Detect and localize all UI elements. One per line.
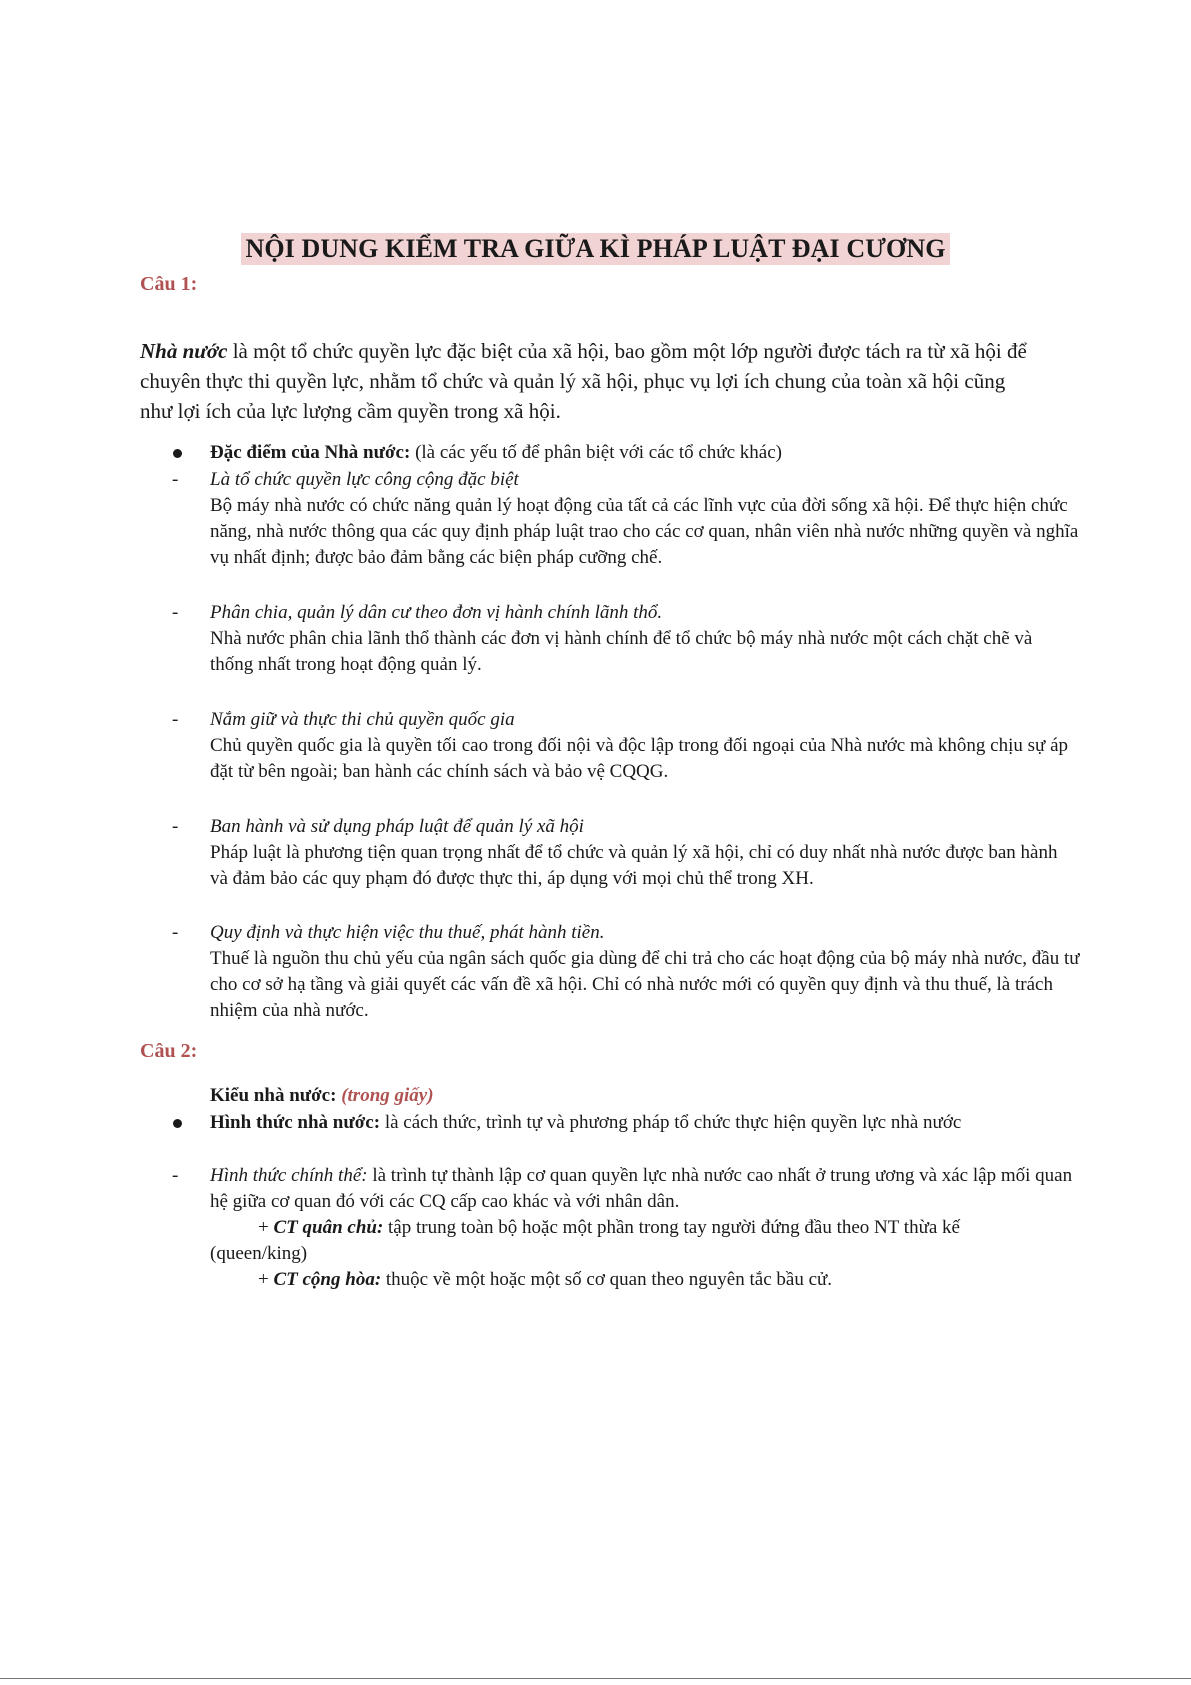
dash-marker: - — [172, 602, 179, 623]
features-note: (là các yếu tố để phân biệt với các tổ chức khác) — [410, 442, 782, 463]
bullet-icon — [173, 1119, 182, 1128]
monarchy-prefix: + — [258, 1217, 274, 1238]
feature-item — [140, 600, 1080, 678]
intro-paragraph — [140, 336, 1040, 426]
features-label: Đặc điểm của Nhà nước: — [210, 442, 411, 463]
feature-body: Nhà nước phân chia lãnh thổ thành các đơn vị hành chính để tổ chức bộ máy nhà nước một cách chặt chẽ và thống nhất trong hoạt động quản lý. — [210, 628, 1033, 675]
dash-marker: - — [172, 922, 179, 943]
page-title: NỘI DUNG KIỂM TRA GIỮA KÌ PHÁP LUẬT ĐẠI CƯƠNG — [241, 233, 949, 265]
feature-item — [140, 707, 1080, 785]
question-2-label: Câu 2: — [140, 1040, 198, 1062]
features-bullet — [140, 440, 1080, 466]
feature-item — [140, 814, 1080, 892]
monarchy-text: tập trung toàn bộ hoặc một phần trong tay người đứng đầu theo NT thừa kế — [383, 1217, 960, 1238]
feature-body: Thuế là nguồn thu chủ yếu của ngân sách quốc gia dùng để chi trả cho các hoạt động của bộ máy nhà nước, đầu tư cho cơ sở hạ tầng và giải quyết các vấn đề xã hội. Chỉ có nhà nước mới có quyền quy định và thu thuế, là trách nhiệm của nhà nước. — [210, 948, 1080, 1021]
feature-heading: Phân chia, quản lý dân cư theo đơn vị hành chính lãnh thổ. — [210, 602, 663, 623]
dash-marker: - — [172, 469, 179, 490]
monarchy-line — [210, 1215, 1080, 1241]
government-form-text: là trình tự thành lập cơ quan quyền lực nhà nước cao nhất ở trung ương và xác lập mối quan hệ giữa cơ quan đó với các CQ cấp cao khác và với nhân dân. — [210, 1165, 1073, 1212]
bullet-icon — [173, 449, 182, 458]
monarchy-continuation: (queen/king) — [210, 1243, 308, 1264]
feature-body: Bộ máy nhà nước có chức năng quản lý hoạt động của tất cả các lĩnh vực của đời sống xã hội. Để thực hiện chức năng, nhà nước thông qua các quy định pháp luật trao cho các cơ quan, nhân viên nhà nước những quyền và nghĩa vụ nhất định; được bảo đảm bằng các biện pháp cưỡng chế. — [210, 495, 1079, 568]
dash-marker: - — [172, 709, 179, 730]
feature-item — [140, 467, 1080, 571]
question-1-label: Câu 1: — [140, 273, 198, 295]
feature-body: Chủ quyền quốc gia là quyền tối cao trong đối nội và độc lập trong đối ngoại của Nhà nước mà không chịu sự áp đặt từ bên ngoài; ban hành các chính sách và bảo vệ CQQG. — [210, 735, 1069, 782]
title-container — [0, 233, 1191, 265]
state-type-label: Kiểu nhà nước: — [210, 1085, 337, 1106]
state-form-text: là cách thức, trình tự và phương pháp tổ chức thực hiện quyền lực nhà nước — [380, 1112, 962, 1133]
feature-heading: Quy định và thực hiện việc thu thuế, phát hành tiền. — [210, 922, 605, 943]
intro-text: là một tổ chức quyền lực đặc biệt của xã hội, bao gồm một lớp người được tách ra từ xã hội để chuyên thực thi quyền lực, nhằm tổ chức và quản lý xã hội, phục vụ lợi ích chung của toàn xã hội cũng như lợi ích của lực lượng cầm quyền trong xã hội. — [140, 339, 1027, 423]
feature-heading: Ban hành và sử dụng pháp luật để quản lý xã hội — [210, 816, 584, 837]
republic-label: CT cộng hòa: — [273, 1269, 382, 1290]
feature-item — [140, 920, 1080, 1024]
republic-line — [210, 1267, 1080, 1293]
state-form-bullet — [140, 1110, 1080, 1136]
state-type-note: (trong giấy) — [341, 1085, 434, 1106]
feature-body: Pháp luật là phương tiện quan trọng nhất để tổ chức và quản lý xã hội, chỉ có duy nhất nhà nước được ban hành và đảm bảo các quy phạm đó được thực thi, áp dụng với mọi chủ thể trong XH. — [210, 842, 1058, 889]
dash-marker: - — [172, 1165, 179, 1186]
republic-prefix: + — [258, 1269, 274, 1290]
page-bottom-divider — [0, 1678, 1191, 1679]
republic-text: thuộc về một hoặc một số cơ quan theo nguyên tắc bầu cử. — [381, 1269, 833, 1290]
feature-heading: Nắm giữ và thực thi chủ quyền quốc gia — [210, 709, 515, 730]
government-form-label: Hình thức chính thể: — [210, 1165, 368, 1186]
intro-term: Nhà nước — [140, 339, 228, 363]
feature-heading: Là tổ chức quyền lực công cộng đặc biệt — [210, 469, 519, 490]
dash-marker: - — [172, 816, 179, 837]
monarchy-label: CT quân chủ: — [273, 1217, 384, 1238]
state-type-line — [140, 1083, 1080, 1109]
government-form-item — [140, 1163, 1080, 1293]
state-form-label: Hình thức nhà nước: — [210, 1112, 381, 1133]
